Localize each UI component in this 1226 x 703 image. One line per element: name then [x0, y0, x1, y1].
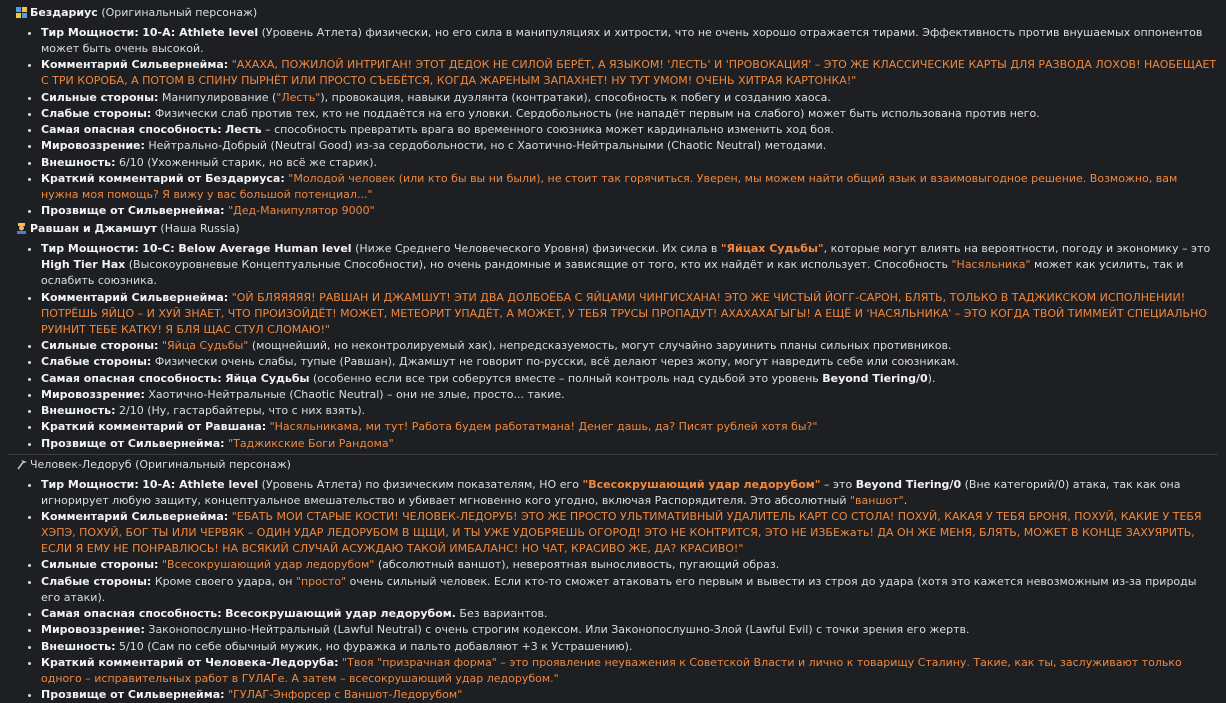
- list-item: • Краткий комментарий от Равшана: "Насяльникама, ми тут! Работа будем работатмана! Денег дашь, да? Писят рублей хотя бы?": [41, 419, 1218, 435]
- list-item: • Слабые стороны: Кроме своего удара, он "просто" очень сильный человек. Если кто-то сможет атаковать его первым и вывести из строя до удара (хотя это кажется невозможным из-за природы его атаки).: [41, 574, 1218, 606]
- list-item: • Комментарий Сильвернейма: "ОЙ БЛЯЯЯЯЯ! РАВШАН И ДЖАМШУТ! ЭТИ ДВА ДОЛБОЁБА С ЯЙЦАМИ ЧИНГИСХАНА! ЭТО ЖЕ ЧИСТЫЙ ЙОГГ-САРОН, БЛЯТЬ, ТОЛЬКО В ТАДЖИКСКОМ ИСПОЛНЕНИИ! ПОТРЁШЬ ЯЙЦО – И ХУЙ ЗНАЕТ, ЧТО ПРОИЗОЙДЁТ! МОЖЕТ, МЕТЕОРИТ УПАДЁТ, А МОЖЕТ, У ТЕБЯ ТРУСЫ ПРОПАДУТ! АХАХАХАГЫГЫ! А ЕЩЁ И 'НАСЯЛЬНИКА' – ЭТО КОГДА ТВОЙ ТИММЕЙТ СПЕЦИАЛЬНО РУИНИТ ТЕБЕ КАТКУ! Я БЛЯ ЩАС СТУЛ СЛОМАЮ!": [41, 290, 1218, 338]
- list-item: • Комментарий Сильвернейма: "ЕБАТЬ МОИ СТАРЫЕ КОСТИ! ЧЕЛОВЕК-ЛЕДОРУБ! ЭТО ЖЕ ПРОСТО УЛЬТИМАТИВНЫЙ УДАЛИТЕЛЬ КАРТ СО СТОЛА! ПОХУЙ, КАКАЯ У ТЕБЯ БРОНЯ, ПОХУЙ, КАКИЕ У ТЕБЯ ХЭПЭ, ПОХУЙ, БОГ ТЫ ИЛИ ЧЕРВЯК – ОДИН УДАР ЛЕДОРУБОМ В ЩЩИ, И ТЫ УЖЕ УДОБРЯЕШЬ ОГОРОД! ЭТО НЕ КОНТРИТСЯ, ЭТО НЕ ИЗБЕжать! ДА ОН ЖЕ МЕНЯ, БЛЯТЬ, МОЖЕТ В КОНЦЕ ЗАХУЯРИТЬ, ЕСЛИ Я ЕМУ НЕ ПОНРАВЛЮСЬ! НА ВСЯКИЙ СЛУЧАЙ АСУЖДАЮ ТАКОЙ ИМБАЛАНС! НО ЧАТ, КРАСИВО ЖЕ, ДА? КРАСИВО!": [41, 509, 1218, 557]
- section-heading: [16, 457, 1218, 473]
- ice-axe-icon: [16, 459, 27, 470]
- list-item: • Самая опасная способность: Лесть – способность превратить врага во временного союзника может кардинально изменить ход боя.: [41, 122, 1218, 138]
- list-item: • Тир Мощности: 10-A: Athlete level (Уровень Атлета) по физическим показателям, НО его "Всесокрушающий удар ледорубом" – это Beyond Tiering/0 (Вне категорий/0) атака, так как она игнорирует любую защиту, концептуальное вмешательство и убивает мгновенно кого угодно, включая Распорядителя. Это абсолютный "ваншот".: [41, 477, 1218, 509]
- divider: [8, 454, 1218, 455]
- section-list: [18, 241, 1218, 451]
- list-item: • Сильные стороны: "Яйца Судьбы" (мощнейший, но неконтролируемый хак), непредсказуемость, могут случайно заруинить планы сильных противников.: [41, 338, 1218, 354]
- list-item: • Прозвище от Сильвернейма: "Таджикские Боги Рандома": [41, 436, 1218, 452]
- section-heading: [16, 5, 1218, 21]
- list-item: • Мировоззрение: Хаотично-Нейтральные (Chaotic Neutral) – они не злые, просто... такие.: [41, 387, 1218, 403]
- list-item: • Краткий комментарий от Бездариуса: "Молодой человек (или кто бы вы ни были), не стоит так горячиться. Уверен, мы можем найти общий язык и взаимовыгодное решение. Возможно, вам нужна моя помощь? Я вижу у вас большой потенциал...": [41, 171, 1218, 203]
- list-item: • Прозвище от Сильвернейма: "Дед-Манипулятор 9000": [41, 203, 1218, 219]
- list-item: • Мировоззрение: Нейтрально-Добрый (Neutral Good) из-за сердобольности, но с Хаотично-Нейтральными (Chaotic Neutral) методами.: [41, 138, 1218, 154]
- list-item: • Сильные стороны: "Всесокрушающий удар ледорубом" (абсолютный ваншот), невероятная выносливость, пугающий образ.: [41, 557, 1218, 573]
- section-title: Человек-Ледоруб: [30, 457, 132, 471]
- section-title: Равшан и Джамшут: [30, 222, 157, 236]
- list-item: • Краткий комментарий от Человека-Ледоруба: "Твоя "призрачная форма" – это проявление неуважения к Советской Власти и лично к товарищу Сталину. Такие, как ты, заслуживают только одного – исправительных работ в ГУЛАГе. А затем – всесокрушающий удар ледорубом.": [41, 655, 1218, 687]
- list-item: • Тир Мощности: 10-C: Below Average Human level (Ниже Среднего Человеческого Уровня) физически. Их сила в "Яйцах Судьбы", которые могут влиять на вероятности, погоду и экономику – это High Tier Hax (Высокоуровневые Концептуальные Способности), но очень рандомные и зависящие от того, кто их найдёт и как использует. Способность "Насяльника" может как усилить, так и ослабить союзника.: [41, 241, 1218, 289]
- list-item: • Мировоззрение: Законопослушно-Нейтральный (Lawful Neutral) с очень строгим кодексом. Или Законопослушно-Злой (Lawful Evil) с точки зрения его жертв.: [41, 622, 1218, 638]
- worker-icon: [16, 223, 27, 234]
- list-item: • Внешность: 5/10 (Сам по себе обычный мужик, но фуражка и пальто добавляют +3 к Устрашению).: [41, 639, 1218, 655]
- list-item: • Самая опасная способность: Всесокрушающий удар ледорубом. Без вариантов.: [41, 606, 1218, 622]
- section-title: Бездариус: [30, 6, 98, 19]
- section-heading: [16, 221, 1218, 237]
- section-note: (Оригинальный персонаж): [135, 457, 291, 471]
- list-item: • Тир Мощности: 10-A: Athlete level (Уровень Атлета) физически, но его сила в манипуляциях и хитрости, что не очень хорошо отражается тирами. Эффективность против внушаемых оппонентов может быть очень высокой.: [41, 25, 1218, 57]
- section-note: (Оригинальный персонаж): [101, 6, 258, 19]
- puzzle-icon: [16, 7, 27, 18]
- section-list: [18, 477, 1218, 703]
- list-item: • Слабые стороны: Физически очень слабы, тупые (Равшан), Джамшут не говорит по-русски, всё делают через жопу, могут навредить себе или союзникам.: [41, 354, 1218, 370]
- list-item: • Прозвище от Сильвернейма: "ГУЛАГ-Энфорсер с Ваншот-Ледорубом": [41, 687, 1218, 703]
- section-list: [18, 25, 1218, 219]
- list-item: • Самая опасная способность: Яйца Судьбы (особенно если все три соберутся вместе – полный контроль над судьбой это уровень Beyond Tiering/0).: [41, 371, 1218, 387]
- section-note: (Наша Russia): [160, 222, 240, 236]
- list-item: • Внешность: 6/10 (Ухоженный старик, но всё же старик).: [41, 155, 1218, 171]
- list-item: • Сильные стороны: Манипулирование ("Лесть"), провокация, навыки дуэлянта (контратаки), способность к побегу и созданию хаоса.: [41, 90, 1218, 106]
- list-item: • Комментарий Сильвернейма: "АХАХА, ПОЖИЛОЙ ИНТРИГАН! ЭТОТ ДЕДОК НЕ СИЛОЙ БЕРЁТ, А ЯЗЫКОМ! 'ЛЕСТЬ' И 'ПРОВОКАЦИЯ' – ЭТО ЖЕ КЛАССИЧЕСКИЕ КАРТЫ ДЛЯ РАЗВОДА ЛОХОВ! НАОБЕЩАЕТ С ТРИ КОРОБА, А ПОТОМ В СПИНУ ПЫРНЁТ ИЛИ ПРОСТО СЪЕБЁТСЯ, КОГДА ЖАРЕНЫМ ЗАПАХНЕТ! НУ ТУТ УМОМ! ОЧЕНЬ ХИТРАЯ КАРТОНКА!": [41, 57, 1218, 89]
- list-item: • Слабые стороны: Физически слаб против тех, кто не поддаётся на его уловки. Сердобольность (не нападёт первым на слабого) может быть использована против него.: [41, 106, 1218, 122]
- list-item: • Внешность: 2/10 (Ну, гастарбайтеры, что с них взять).: [41, 403, 1218, 419]
